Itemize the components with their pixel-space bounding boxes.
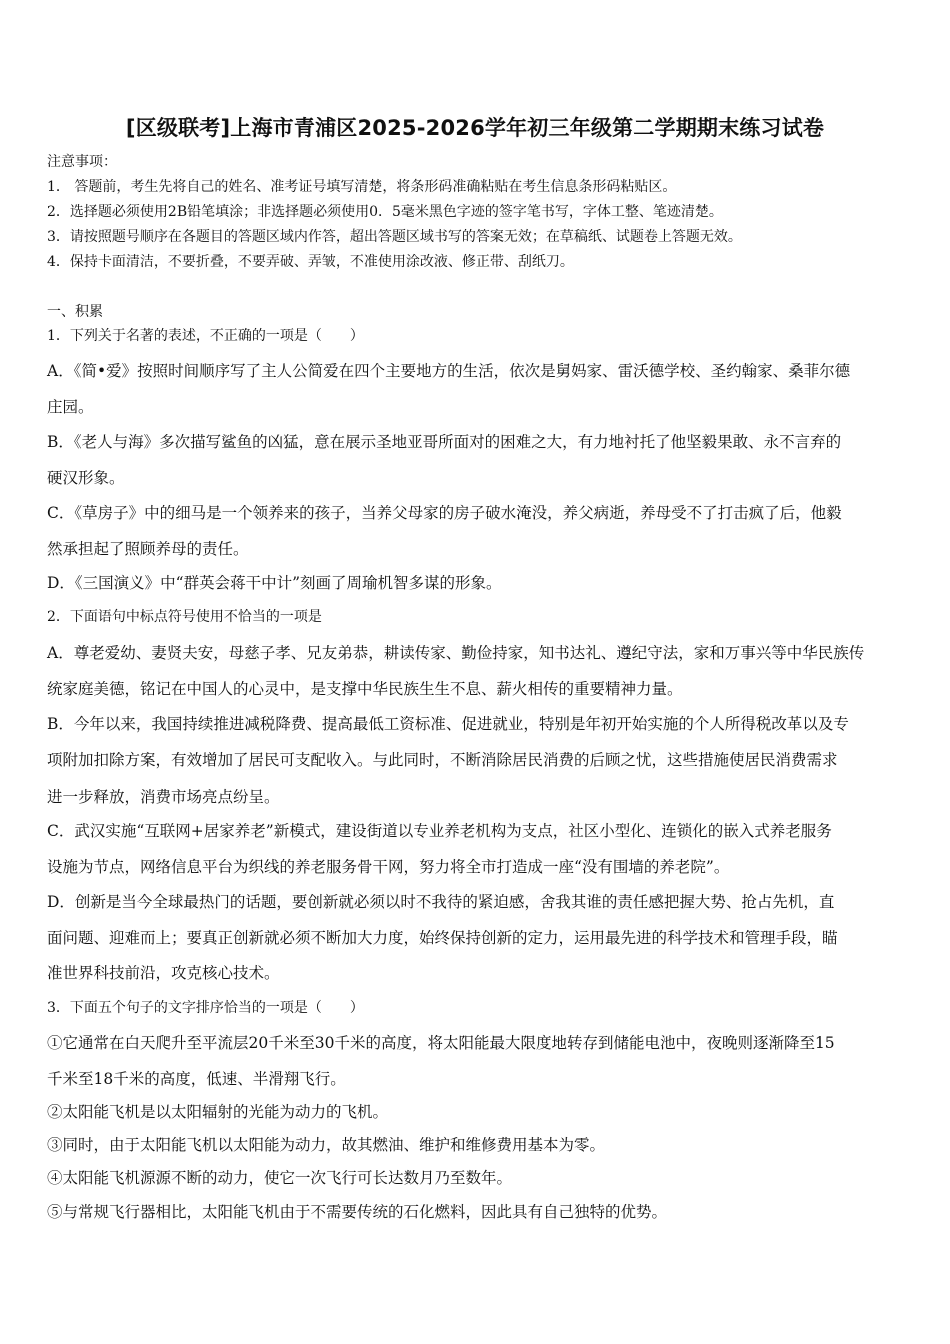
option-line: 设施为节点，网络信息平台为织线的养老服务骨干网，努力将全市打造成一座“没有围墙的养老院”。	[47, 858, 730, 876]
sentence-line: ②太阳能飞机是以太阳辐射的光能为动力的飞机。	[47, 1103, 389, 1121]
notice-heading: 注意事项：	[47, 154, 117, 170]
question-stem: 3．下面五个句子的文字排序恰当的一项是（ ）	[47, 1000, 364, 1016]
option-line: 统家庭美德，铭记在中国人的心灵中，是支撑中华民族生生不息、薪火相传的重要精神力量。	[47, 680, 683, 698]
notice-item: 1． 答题前，考生先将自己的姓名、准考证号填写清楚，将条形码准确粘贴在考生信息条形码粘贴区。	[47, 179, 677, 195]
sentence-line: ①它通常在白天爬升至平流层20千米至30千米的高度，将太阳能最大限度地转存到储能电池中，夜晚则逐渐降至15	[47, 1034, 835, 1052]
section-heading: 一、积累	[47, 304, 103, 320]
notice-item: 4．保持卡面清洁，不要折叠，不要弄破、弄皱，不准使用涂改液、修正带、刮纸刀。	[47, 254, 574, 270]
sentence-line: ③同时，由于太阳能飞机以太阳能为动力，故其燃油、维护和维修费用基本为零。	[47, 1136, 606, 1154]
notice-item: 2．选择题必须使用2B铅笔填涂；非选择题必须使用0．5毫米黑色字迹的签字笔书写，字体工整、笔迹清楚。	[47, 204, 723, 220]
question-stem: 1．下列关于名著的表述，不正确的一项是（ ）	[47, 328, 364, 344]
option-line: 硬汉形象。	[47, 469, 125, 487]
page-title: [区级联考]上海市青浦区2025-2026学年初三年级第二学期期末练习试卷	[125, 116, 825, 140]
option-line: 面问题、迎难而上；要真正创新就必须不断加大力度，始终保持创新的定力，运用最先进的科学技术和管理手段，瞄	[47, 929, 838, 947]
option-line: 然承担起了照顾养母的责任。	[47, 540, 249, 558]
option-line: D．《三国演义》中“群英会蒋干中计”刻画了周瑜机智多谋的形象。	[47, 574, 502, 592]
option-line: 准世界科技前沿，攻克核心技术。	[47, 964, 280, 982]
sentence-line: ⑤与常规飞行器相比，太阳能飞机由于不需要传统的石化燃料，因此具有自己独特的优势。	[47, 1203, 668, 1221]
option-line: C．《草房子》中的细马是一个领养来的孩子，当养父母家的房子破水淹没，养父病逝，养母受不了打击疯了后，他毅	[47, 504, 842, 522]
option-line: D．创新是当今全球最热门的话题，要创新就必须以时不我待的紧迫感，舍我其谁的责任感把握大势、抢占先机，直	[47, 893, 835, 911]
option-line: A．尊老爱幼、妻贤夫安，母慈子孝、兄友弟恭，耕读传家、勤俭持家，知书达礼、遵纪守法，家和万事兴等中华民族传	[47, 644, 865, 662]
option-line: A．《简•爱》按照时间顺序写了主人公简爱在四个主要地方的生活，依次是舅妈家、雷沃德学校、圣约翰家、桑菲尔德	[47, 362, 851, 380]
option-line: B．《老人与海》多次描写鲨鱼的凶猛，意在展示圣地亚哥所面对的困难之大，有力地衬托了他坚毅果敢、永不言弃的	[47, 433, 842, 451]
sentence-line: ④太阳能飞机源源不断的动力，使它一次飞行可长达数月乃至数年。	[47, 1169, 513, 1187]
option-line: 进一步释放，消费市场亮点纷呈。	[47, 788, 280, 806]
option-line: 庄园。	[47, 398, 94, 416]
notice-item: 3．请按照题号顺序在各题目的答题区域内作答，超出答题区域书写的答案无效；在草稿纸、试题卷上答题无效。	[47, 229, 742, 245]
option-line: C．武汉实施“互联网+居家养老”新模式，建设街道以专业养老机构为支点，社区小型化、连锁化的嵌入式养老服务	[47, 822, 832, 840]
option-line: B．今年以来，我国持续推进减税降费、提高最低工资标准、促进就业，特别是年初开始实施的个人所得税改革以及专	[47, 715, 849, 733]
sentence-line: 千米至18千米的高度，低速、半滑翔飞行。	[47, 1070, 346, 1088]
question-stem: 2．下面语句中标点符号使用不恰当的一项是	[47, 609, 322, 625]
option-line: 项附加扣除方案，有效增加了居民可支配收入。与此同时，不断消除居民消费的后顾之忧，这些措施使居民消费需求	[47, 751, 838, 769]
